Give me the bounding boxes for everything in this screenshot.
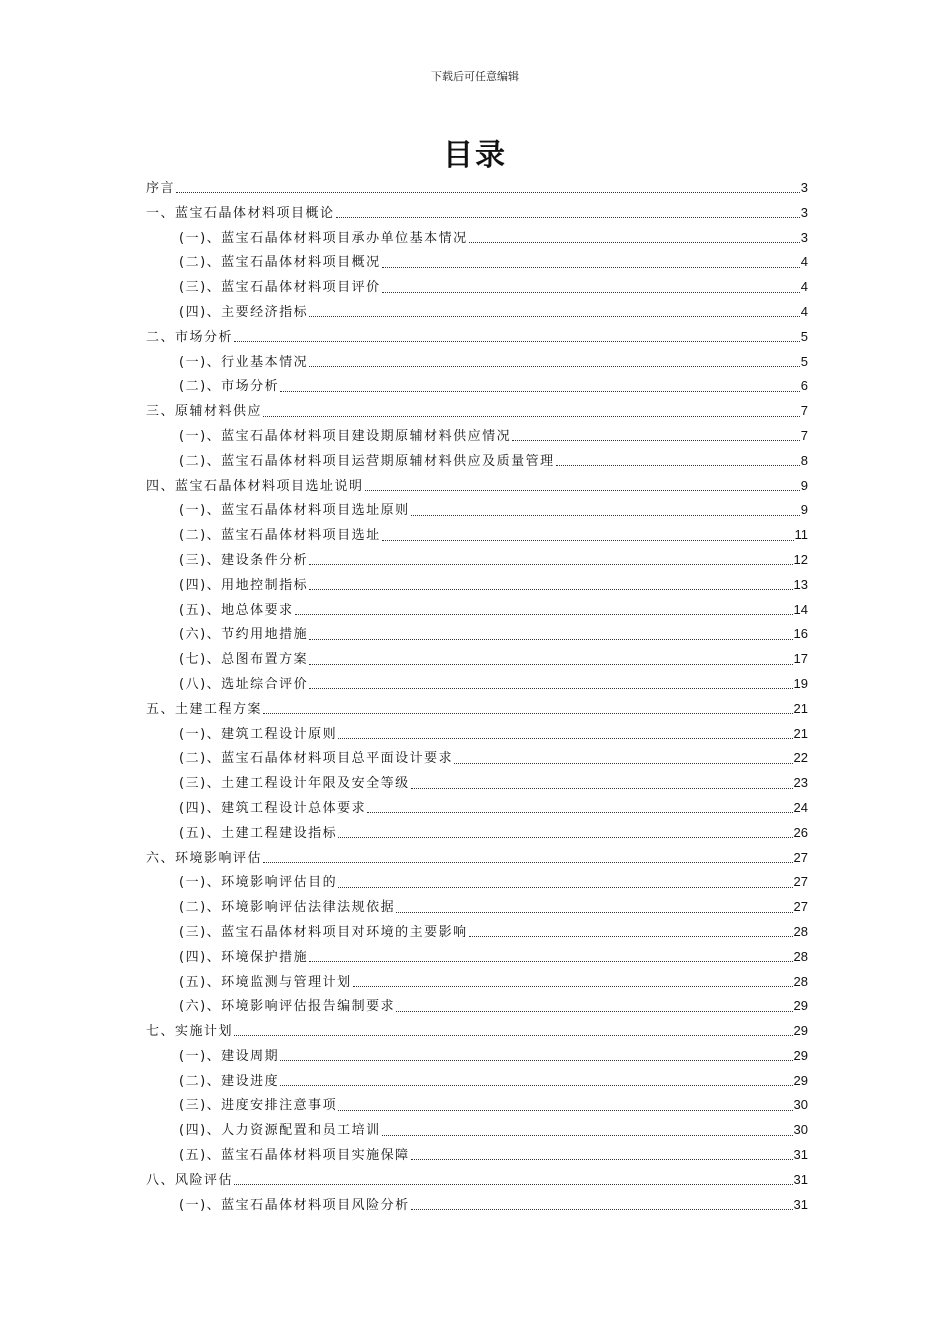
toc-entry-label: (五)、土建工程建设指标 <box>179 825 338 841</box>
toc-dot-leader <box>382 258 800 268</box>
toc-entry-label: (四)、人力资源配置和员工培训 <box>179 1123 381 1139</box>
toc-entry-label: (二)、蓝宝石晶体材料项目概况 <box>179 255 381 271</box>
toc-entry[interactable] <box>146 201 808 226</box>
toc-entry[interactable] <box>146 1118 808 1143</box>
toc-entry-page-number: 27 <box>793 899 808 915</box>
toc-entry-page-number: 13 <box>793 576 808 592</box>
toc-entry-page-number: 29 <box>793 1047 808 1063</box>
toc-entry-label: (一)、环境影响评估目的 <box>179 875 338 891</box>
toc-entry-label: (一)、蓝宝石晶体材料项目承办单位基本情况 <box>179 230 468 246</box>
toc-entry-label: (三)、土建工程设计年限及安全等级 <box>179 776 410 792</box>
toc-entry-label: (六)、节约用地措施 <box>179 627 309 643</box>
toc-entry-page-number: 11 <box>794 527 808 543</box>
toc-entry-page-number: 31 <box>793 1196 808 1212</box>
toc-dot-leader <box>263 407 800 417</box>
toc-dot-leader <box>367 803 792 813</box>
toc-dot-leader <box>309 555 792 565</box>
toc-entry-label: (二)、蓝宝石晶体材料项目运营期原辅材料供应及质量管理 <box>179 453 555 469</box>
toc-entry-label: (二)、市场分析 <box>179 379 280 395</box>
toc-entry[interactable] <box>146 573 808 598</box>
toc-entry-page-number: 27 <box>793 849 808 865</box>
toc-dot-leader <box>309 630 792 640</box>
toc-entry[interactable] <box>146 226 808 251</box>
toc-entry[interactable] <box>146 1069 808 1094</box>
page-title: 目录 <box>443 138 507 173</box>
toc-entry[interactable] <box>146 498 808 523</box>
toc-entry[interactable] <box>146 449 808 474</box>
toc-entry[interactable] <box>146 920 808 945</box>
toc-entry[interactable] <box>146 399 808 424</box>
toc-entry-page-number: 16 <box>793 626 808 642</box>
toc-dot-leader <box>411 506 800 516</box>
toc-entry[interactable] <box>146 1044 808 1069</box>
toc-dot-leader <box>512 431 800 441</box>
toc-entry-label: (六)、环境影响评估报告编制要求 <box>179 999 396 1015</box>
toc-entry[interactable] <box>146 771 808 796</box>
toc-entry[interactable] <box>146 945 808 970</box>
toc-dot-leader <box>454 754 792 764</box>
toc-entry[interactable] <box>146 970 808 995</box>
toc-entry-label: (五)、环境监测与管理计划 <box>179 974 352 990</box>
toc-entry-page-number: 4 <box>800 279 808 295</box>
toc-dot-leader <box>382 283 800 293</box>
toc-entry[interactable] <box>146 994 808 1019</box>
toc-dot-leader <box>309 357 800 367</box>
toc-entry-label: (三)、蓝宝石晶体材料项目评价 <box>179 280 381 296</box>
toc-dot-leader <box>338 828 792 838</box>
toc-entry-label: (四)、环境保护措施 <box>179 949 309 965</box>
toc-entry-page-number: 3 <box>800 229 808 245</box>
toc-entry-page-number: 28 <box>793 973 808 989</box>
toc-dot-leader <box>309 679 792 689</box>
toc-entry-label: 序言 <box>146 181 176 196</box>
toc-entry-label: (一)、蓝宝石晶体材料项目建设期原辅材料供应情况 <box>179 428 512 444</box>
table-of-contents <box>146 176 808 1217</box>
toc-entry-label: (五)、蓝宝石晶体材料项目实施保障 <box>179 1148 410 1164</box>
toc-dot-leader <box>396 903 792 913</box>
toc-dot-leader <box>336 208 800 218</box>
toc-entry-page-number: 27 <box>793 874 808 890</box>
toc-entry-label: (一)、建设周期 <box>179 1048 280 1064</box>
toc-dot-leader <box>280 1051 792 1061</box>
toc-entry-label: (二)、蓝宝石晶体材料项目总平面设计要求 <box>179 751 454 767</box>
toc-entry[interactable] <box>146 1168 808 1193</box>
toc-dot-leader <box>353 977 793 987</box>
toc-entry-page-number: 19 <box>793 675 808 691</box>
toc-entry-label: (三)、蓝宝石晶体材料项目对环境的主要影响 <box>179 924 468 940</box>
toc-entry[interactable] <box>146 474 808 499</box>
toc-entry-label: 七、实施计划 <box>146 1024 234 1040</box>
toc-entry-page-number: 4 <box>800 254 808 270</box>
toc-entry[interactable] <box>146 176 808 201</box>
page-header: 下载后可任意编辑 <box>431 70 519 83</box>
toc-entry[interactable] <box>146 796 808 821</box>
toc-entry[interactable] <box>146 746 808 771</box>
toc-entry-page-number: 31 <box>793 1171 808 1187</box>
toc-dot-leader <box>338 878 792 888</box>
toc-dot-leader <box>411 1200 793 1210</box>
toc-entry[interactable] <box>146 647 808 672</box>
toc-entry-page-number: 24 <box>793 799 808 815</box>
toc-entry-page-number: 12 <box>793 551 808 567</box>
toc-entry[interactable] <box>146 697 808 722</box>
toc-dot-leader <box>309 580 792 590</box>
toc-dot-leader <box>556 456 800 466</box>
toc-entry[interactable] <box>146 672 808 697</box>
toc-entry[interactable] <box>146 325 808 350</box>
toc-entry[interactable] <box>146 846 808 871</box>
toc-entry-page-number: 9 <box>800 502 808 518</box>
toc-entry-page-number: 28 <box>793 948 808 964</box>
toc-dot-leader <box>338 1101 792 1111</box>
toc-entry-label: (五)、地总体要求 <box>179 602 294 618</box>
toc-entry-label: (二)、蓝宝石晶体材料项目选址 <box>179 528 381 544</box>
toc-entry[interactable] <box>146 870 808 895</box>
toc-entry[interactable] <box>146 523 808 548</box>
toc-entry-page-number: 21 <box>793 725 808 741</box>
toc-dot-leader <box>365 481 800 491</box>
toc-entry-label: (四)、用地控制指标 <box>179 577 309 593</box>
toc-entry-page-number: 7 <box>800 427 808 443</box>
toc-entry-label: 三、原辅材料供应 <box>146 404 263 420</box>
toc-entry-page-number: 6 <box>800 378 808 394</box>
toc-entry-label: (四)、建筑工程设计总体要求 <box>179 800 367 816</box>
toc-dot-leader <box>382 531 794 541</box>
toc-entry-page-number: 29 <box>793 1072 808 1088</box>
toc-entry-page-number: 5 <box>800 328 808 344</box>
toc-entry[interactable] <box>146 598 808 623</box>
toc-entry[interactable] <box>146 1093 808 1118</box>
toc-dot-leader <box>234 1175 793 1185</box>
toc-entry-page-number: 8 <box>800 452 808 468</box>
toc-entry-label: 二、市场分析 <box>146 329 234 345</box>
toc-entry-page-number: 30 <box>793 1097 808 1113</box>
toc-entry-page-number: 28 <box>793 923 808 939</box>
toc-entry-label: (一)、蓝宝石晶体材料项目风险分析 <box>179 1197 410 1213</box>
toc-entry-label: (一)、行业基本情况 <box>179 354 309 370</box>
toc-entry-page-number: 4 <box>800 303 808 319</box>
toc-entry-label: (二)、环境影响评估法律法规依据 <box>179 900 396 916</box>
toc-entry[interactable] <box>146 350 808 375</box>
toc-dot-leader <box>309 655 792 665</box>
toc-dot-leader <box>396 1002 792 1012</box>
toc-entry[interactable] <box>146 275 808 300</box>
toc-entry[interactable] <box>146 1143 808 1168</box>
toc-dot-leader <box>411 1150 793 1160</box>
toc-entry-label: (三)、进度安排注意事项 <box>179 1098 338 1114</box>
toc-entry-label: 六、环境影响评估 <box>146 850 263 866</box>
toc-dot-leader <box>176 183 800 193</box>
toc-dot-leader <box>469 927 793 937</box>
toc-dot-leader <box>280 1076 792 1086</box>
toc-entry-page-number: 22 <box>793 750 808 766</box>
toc-entry-page-number: 26 <box>793 824 808 840</box>
toc-entry[interactable] <box>146 300 808 325</box>
toc-dot-leader <box>382 1126 793 1136</box>
toc-dot-leader <box>338 729 792 739</box>
toc-entry[interactable] <box>146 374 808 399</box>
toc-entry-page-number: 9 <box>800 477 808 493</box>
toc-dot-leader <box>234 332 800 342</box>
toc-entry-label: (七)、总图布置方案 <box>179 652 309 668</box>
toc-entry-page-number: 5 <box>800 353 808 369</box>
toc-entry[interactable] <box>146 622 808 647</box>
toc-entry-page-number: 21 <box>793 700 808 716</box>
toc-dot-leader <box>309 307 800 317</box>
toc-entry-label: (八)、选址综合评价 <box>179 676 309 692</box>
toc-entry[interactable] <box>146 722 808 747</box>
toc-dot-leader <box>263 704 793 714</box>
toc-entry-label: 八、风险评估 <box>146 1172 234 1188</box>
toc-entry-label: (一)、建筑工程设计原则 <box>179 726 338 742</box>
toc-entry-label: 四、蓝宝石晶体材料项目选址说明 <box>146 478 364 494</box>
toc-entry-page-number: 29 <box>793 998 808 1014</box>
toc-entry-label: 五、土建工程方案 <box>146 701 263 717</box>
toc-entry-label: 一、蓝宝石晶体材料项目概论 <box>146 205 335 221</box>
toc-entry-page-number: 3 <box>800 204 808 220</box>
toc-entry-page-number: 3 <box>800 180 808 195</box>
toc-dot-leader <box>280 382 800 392</box>
toc-entry[interactable] <box>146 424 808 449</box>
toc-entry-label: (一)、蓝宝石晶体材料项目选址原则 <box>179 503 410 519</box>
toc-entry[interactable] <box>146 548 808 573</box>
toc-dot-leader <box>411 779 793 789</box>
toc-dot-leader <box>234 1026 793 1036</box>
toc-entry-label: (四)、主要经济指标 <box>179 304 309 320</box>
toc-entry-page-number: 14 <box>793 601 808 617</box>
toc-dot-leader <box>309 952 792 962</box>
toc-entry[interactable] <box>146 821 808 846</box>
toc-entry-label: (二)、建设进度 <box>179 1073 280 1089</box>
toc-entry-page-number: 7 <box>800 403 808 419</box>
toc-entry-page-number: 23 <box>793 775 808 791</box>
toc-dot-leader <box>263 853 793 863</box>
toc-entry-page-number: 29 <box>793 1023 808 1039</box>
toc-dot-leader <box>295 605 793 615</box>
toc-entry[interactable] <box>146 250 808 275</box>
toc-entry[interactable] <box>146 895 808 920</box>
toc-entry-label: (三)、建设条件分析 <box>179 552 309 568</box>
toc-entry[interactable] <box>146 1193 808 1218</box>
toc-entry-page-number: 17 <box>793 651 808 667</box>
toc-entry-page-number: 30 <box>793 1122 808 1138</box>
toc-entry-page-number: 31 <box>793 1147 808 1163</box>
toc-entry[interactable] <box>146 1019 808 1044</box>
toc-dot-leader <box>469 233 800 243</box>
